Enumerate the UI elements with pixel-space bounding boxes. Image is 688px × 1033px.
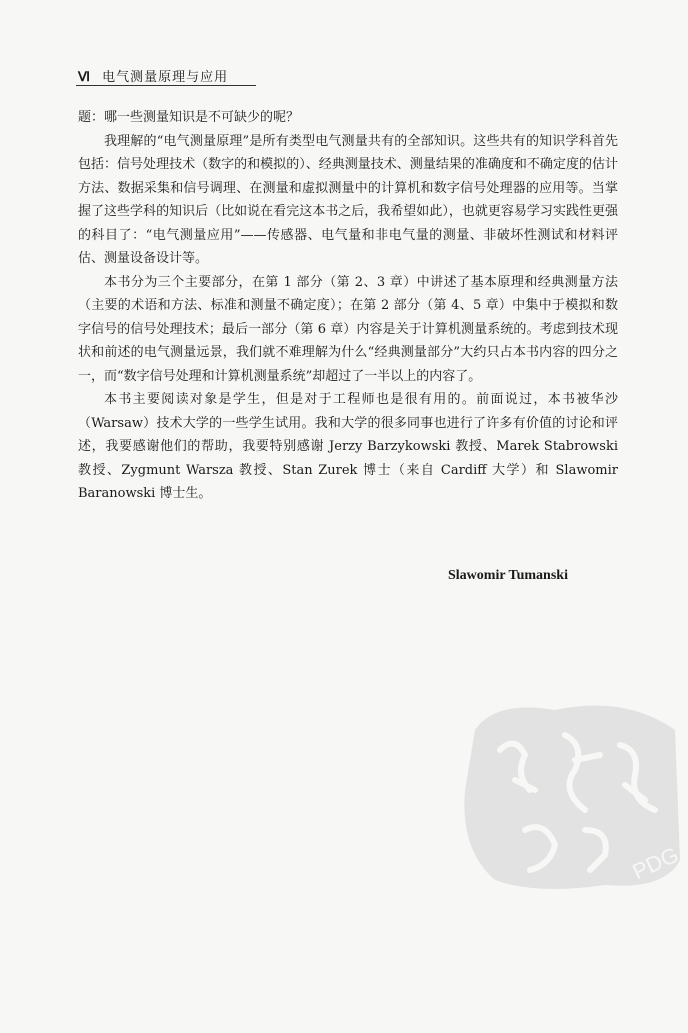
watermark-pdg-text: PDG [628,841,683,885]
book-title: 电气测量原理与应用 [102,70,229,85]
page-number-roman: Ⅵ [78,69,91,84]
author-signature: Slawomir Tumanski [448,568,568,583]
paragraph-question: 题：哪一些测量知识是不可缺少的呢？ [78,110,300,125]
header-rule [76,85,256,86]
watermark-stamp [455,690,687,900]
paragraph-structure: 本书分为三个主要部分，在第 1 部分（第 2、3 章）中讲述了基本原理和经典测量方法（主要的术语和方法、标准和测量不确定度）；在第 2 部分（第 4、5 章）中集中于模拟和数字信号的信号处理技术；最后一部分（第 6 章）内容是关于计算机测量系统的。考虑到技术现状和前述的电气测量远景，我们就不难理解为什么“经典测量部分”大约只占本书内容的四分之一，而“数字信号处理和计算机测量系统”却超过了一半以上的内容了。 [78,274,618,384]
paragraph-definition: 我理解的“电气测量原理”是所有类型电气测量共有的全部知识。这些共有的知识学科首先包括：信号处理技术（数字的和模拟的）、经典测量技术、测量结果的准确度和不确定度的估计方法、数据采集和信号调理、在测量和虚拟测量中的计算机和数字信号处理器的应用等。当掌握了这些学科的知识后（比如说在看完这本书之后，我希望如此），也就更容易学习实践性更强的科目了：“电气测量应用”——传感器、电气量和非电气量的测量、非破坏性测试和材料评估、测量设备设计等。 [78,133,618,266]
preface-body [78,106,618,506]
running-header [78,66,228,85]
paragraph-acknowledgements: 本书主要阅读对象是学生，但是对于工程师也是很有用的。前面说过，本书被华沙（Warsaw）技术大学的一些学生试用。我和大学的很多同事也进行了许多有价值的讨论和评述，我要感谢他们的帮助，我要特别感谢 Jerzy Barzykowski 教授、Marek Stabrowski 教授、Zygmunt Warsza 教授、Stan Zurek 博士（来自 Cardiff 大学）和 Slawomir Baranowski 博士生。 [78,392,618,501]
